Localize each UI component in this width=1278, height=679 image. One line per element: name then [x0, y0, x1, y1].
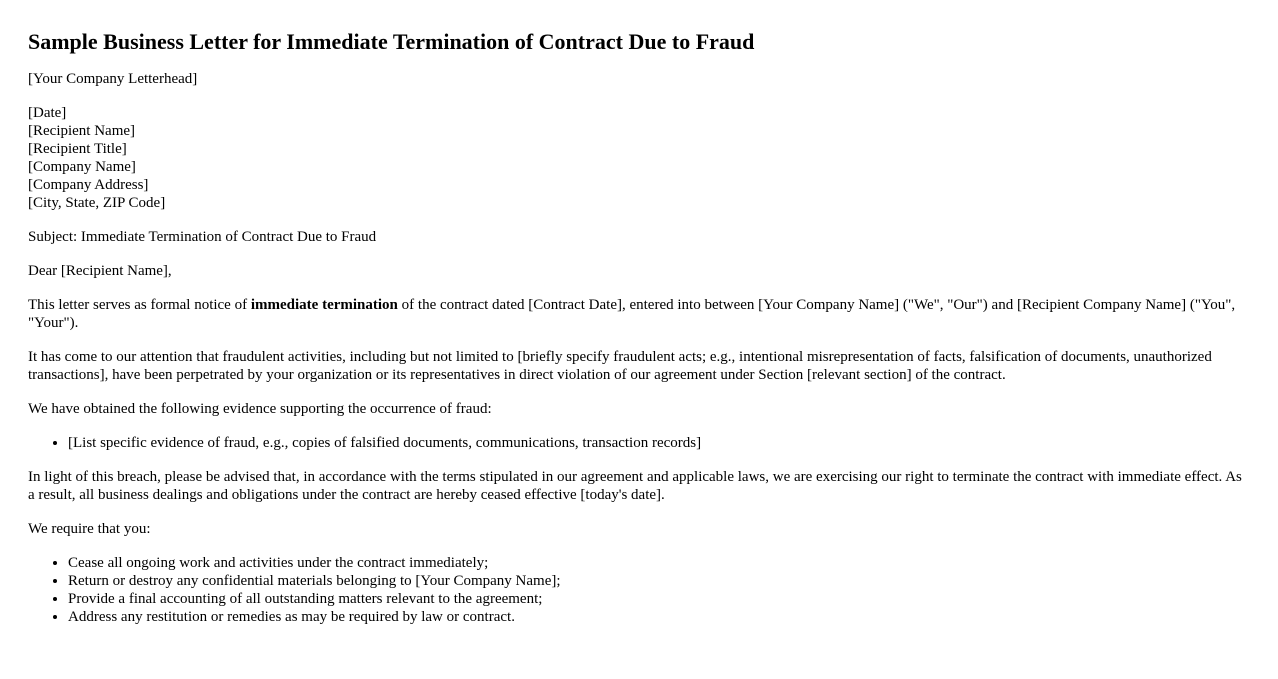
evidence-intro: We have obtained the following evidence supporting the occurrence of fraud:	[28, 401, 492, 417]
termination-paragraph: In light of this breach, please be advised that, in accordance with the terms stipulated in our agreement and applicable laws, we are exercising our right to terminate the contract with immediate effect. As a result, all business dealings and obligations under the contract are hereby ceased effective [today's date].	[28, 469, 1242, 503]
notice-text-bold: immediate termination	[250, 297, 398, 313]
list-item: • Provide a final accounting of all outstanding matters relevant to the agreement;	[68, 590, 1250, 608]
subject-line: Subject: Immediate Termination of Contract Due to Fraud	[28, 229, 377, 245]
letterhead: [Your Company Letterhead]	[28, 71, 198, 87]
notice-text-before: This letter serves as formal notice of	[28, 297, 251, 313]
requirements-intro: We require that you:	[28, 521, 151, 537]
letter-page	[0, 29, 1278, 626]
requirements-list	[28, 554, 1250, 626]
list-item: • Cease all ongoing work and activities under the contract immediately;	[68, 554, 1250, 572]
notice-paragraph	[28, 296, 1250, 332]
recipient-name-line: [Recipient Name]	[28, 123, 136, 139]
evidence-list	[28, 434, 1250, 452]
fraud-paragraph: It has come to our attention that fraudulent activities, including but not limited to [briefly specify fraudulent acts; e.g., intentional misrepresentation of facts, falsification of documents, unauthorized transactions], have been perpetrated by your organization or its representatives in direct violation of our agreement under Section [relevant section] of the contract.	[28, 349, 1212, 383]
address-block	[28, 104, 1250, 212]
company-address-line: [Company Address]	[28, 177, 149, 193]
city-state-zip-line: [City, State, ZIP Code]	[28, 195, 166, 211]
salutation: Dear [Recipient Name],	[28, 263, 172, 279]
list-item: • Return or destroy any confidential materials belonging to [Your Company Name];	[68, 572, 1250, 590]
list-item: • Address any restitution or remedies as may be required by law or contract.	[68, 608, 1250, 626]
recipient-title-line: [Recipient Title]	[28, 141, 127, 157]
page-title: Sample Business Letter for Immediate Termination of Contract Due to Fraud	[28, 29, 755, 54]
notice-text-after: of the contract dated [Contract Date], entered into between [Your Company Name] ("We", "Our") and [Recipient Company Name] ("You", "Your").	[28, 297, 1236, 331]
company-name-line: [Company Name]	[28, 159, 136, 175]
list-item: • [List specific evidence of fraud, e.g., copies of falsified documents, communications, transaction records]	[68, 434, 1250, 452]
date-line: [Date]	[28, 105, 67, 121]
